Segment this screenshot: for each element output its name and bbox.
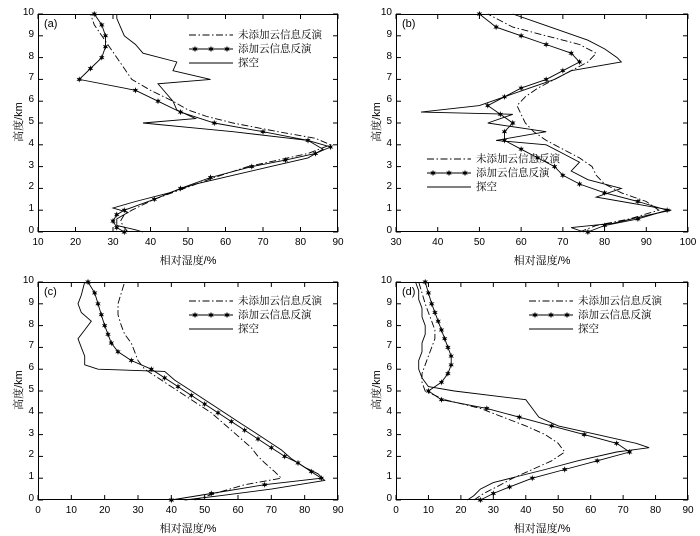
y-tick-label: 0 bbox=[28, 225, 34, 236]
legend-label: 未添加云信息反演 bbox=[578, 295, 662, 307]
x-tick-label: 20 bbox=[69, 237, 82, 248]
x-tick-label: 90 bbox=[332, 237, 344, 248]
series-marker-star bbox=[162, 375, 168, 381]
series-marker-star bbox=[426, 388, 432, 394]
legend-sample-dash-dot bbox=[188, 29, 234, 41]
y-tick-label: 5 bbox=[28, 384, 34, 395]
legend-item-2 bbox=[426, 180, 560, 194]
y-tick-label: 7 bbox=[386, 72, 392, 84]
y-tick-label: 3 bbox=[28, 427, 34, 439]
y-axis-title-1: 高度/km bbox=[371, 102, 383, 142]
x-tick-label: 40 bbox=[144, 237, 157, 248]
x-tick-label: 50 bbox=[473, 237, 485, 248]
series-marker-star bbox=[432, 309, 438, 315]
series-marker-star bbox=[255, 436, 261, 442]
legend-item-1 bbox=[188, 308, 322, 322]
legend-label: 未添加云信息反演 bbox=[476, 153, 560, 165]
legend-label: 探空 bbox=[238, 57, 259, 69]
chart-panel-a bbox=[13, 7, 344, 267]
series-marker-star bbox=[426, 290, 432, 296]
series-marker-star bbox=[269, 445, 275, 451]
series-marker-star bbox=[493, 24, 499, 30]
series-marker-star bbox=[328, 144, 334, 150]
x-tick-label: 60 bbox=[585, 505, 597, 516]
series-marker-star bbox=[103, 44, 109, 50]
y-tick-label: 4 bbox=[386, 137, 392, 149]
y-tick-label: 10 bbox=[22, 7, 34, 18]
panel-label-3: (d) bbox=[402, 286, 416, 298]
y-tick-label: 0 bbox=[386, 225, 392, 236]
legend-label: 未添加云信息反演 bbox=[238, 29, 322, 41]
x-axis-title-2: 相对湿度/% bbox=[159, 523, 217, 535]
series-marker-star bbox=[129, 357, 135, 363]
x-tick-label: 80 bbox=[649, 505, 662, 516]
x-tick-label: 10 bbox=[65, 505, 77, 516]
series-marker-star bbox=[577, 181, 583, 187]
x-tick-label: 30 bbox=[487, 505, 499, 516]
y-tick-label: 4 bbox=[28, 405, 34, 417]
x-tick-label: 70 bbox=[257, 237, 269, 248]
y-tick-label: 3 bbox=[386, 159, 392, 171]
y-tick-label: 7 bbox=[28, 72, 34, 84]
series-marker-star bbox=[543, 41, 549, 47]
y-tick-label: 2 bbox=[386, 449, 392, 461]
series-marker-star bbox=[202, 401, 208, 407]
series-marker-star bbox=[92, 290, 98, 296]
x-tick-label: 50 bbox=[552, 505, 564, 516]
y-tick-label: 4 bbox=[386, 405, 392, 417]
y-tick-label: 2 bbox=[28, 181, 34, 193]
y-tick-label: 5 bbox=[28, 116, 34, 127]
legend-sample-solid bbox=[426, 181, 472, 193]
y-tick-label: 4 bbox=[28, 137, 34, 149]
x-tick-label: 80 bbox=[299, 505, 311, 516]
x-tick-label: 70 bbox=[617, 505, 629, 516]
series-marker-star bbox=[189, 392, 195, 398]
legend-sample-dash-dot bbox=[528, 295, 574, 307]
legend-sample-line-with-star-markers bbox=[188, 309, 234, 321]
y-tick-label: 7 bbox=[386, 340, 392, 352]
series-marker-star bbox=[442, 336, 448, 342]
series-marker-star bbox=[122, 207, 128, 213]
x-tick-label: 30 bbox=[107, 237, 119, 248]
legend-1 bbox=[426, 152, 560, 194]
y-tick-label: 9 bbox=[386, 28, 392, 40]
series-marker-star bbox=[518, 33, 524, 39]
legend-sample-solid bbox=[528, 323, 574, 335]
y-tick-label: 10 bbox=[380, 275, 392, 286]
legend-label: 未添加云信息反演 bbox=[238, 295, 322, 307]
y-tick-label: 10 bbox=[380, 7, 392, 18]
series-marker-star bbox=[110, 218, 116, 224]
x-tick-label: 60 bbox=[515, 237, 527, 248]
y-tick-label: 7 bbox=[28, 340, 34, 352]
y-tick-label: 8 bbox=[28, 318, 34, 330]
legend-sample-dash-dot bbox=[188, 295, 234, 307]
series-layer-1 bbox=[396, 14, 690, 234]
series-marker-star bbox=[102, 322, 108, 328]
series-marker-star bbox=[242, 427, 248, 433]
series-marker-star bbox=[477, 11, 483, 17]
series-marker-star bbox=[439, 327, 445, 333]
y-tick-label: 3 bbox=[386, 427, 392, 439]
legend-sample-dash-dot bbox=[426, 153, 472, 165]
legend-label: 添加云信息反演 bbox=[476, 167, 550, 179]
series-marker-star bbox=[517, 414, 523, 420]
x-axis-title-1: 相对湿度/% bbox=[513, 255, 571, 267]
x-axis-title-0: 相对湿度/% bbox=[159, 255, 217, 267]
series-marker-star bbox=[507, 484, 513, 490]
legend-label: 探空 bbox=[578, 323, 599, 335]
series-marker-star bbox=[175, 383, 181, 389]
chart-panel-c bbox=[13, 275, 344, 535]
x-tick-label: 20 bbox=[99, 505, 111, 516]
x-tick-label: 60 bbox=[219, 237, 232, 248]
legend-item-0 bbox=[188, 294, 322, 308]
y-tick-label: 3 bbox=[28, 159, 34, 171]
legend-label: 探空 bbox=[476, 181, 497, 193]
chart-panel-d bbox=[371, 275, 694, 535]
x-tick-label: 50 bbox=[182, 237, 194, 248]
legend-item-1 bbox=[426, 166, 560, 180]
legend-item-0 bbox=[528, 294, 662, 308]
series-marker-star bbox=[530, 475, 536, 481]
x-tick-label: 30 bbox=[390, 237, 402, 248]
series-marker-star bbox=[448, 362, 454, 368]
y-tick-label: 6 bbox=[28, 94, 34, 106]
y-tick-label: 5 bbox=[386, 384, 392, 395]
legend-label: 探空 bbox=[238, 323, 259, 335]
y-tick-label: 9 bbox=[386, 296, 392, 308]
y-tick-label: 9 bbox=[28, 28, 34, 40]
y-axis-title-0: 高度/km bbox=[13, 102, 25, 142]
series-marker-star bbox=[155, 98, 161, 104]
panel-label-1: (b) bbox=[402, 18, 416, 30]
legend-sample-solid bbox=[188, 323, 234, 335]
x-tick-label: 90 bbox=[640, 237, 652, 248]
legend-item-0 bbox=[188, 28, 322, 42]
x-tick-label: 0 bbox=[393, 505, 399, 516]
y-tick-label: 8 bbox=[28, 50, 34, 62]
series-marker-star bbox=[229, 418, 235, 424]
series-marker-star bbox=[560, 68, 566, 74]
x-tick-label: 80 bbox=[294, 237, 307, 248]
y-axis-title-2: 高度/km bbox=[13, 370, 25, 410]
legend-0 bbox=[188, 28, 322, 70]
chart-panel-b bbox=[371, 7, 697, 267]
legend-item-2 bbox=[188, 322, 322, 336]
legend-item-0 bbox=[426, 152, 560, 166]
legend-item-1 bbox=[528, 308, 662, 322]
y-tick-label: 8 bbox=[386, 318, 392, 330]
x-tick-label: 70 bbox=[557, 237, 569, 248]
y-tick-label: 8 bbox=[386, 50, 392, 62]
legend-sample-line-with-star-markers bbox=[188, 43, 234, 55]
y-tick-label: 6 bbox=[28, 362, 34, 374]
y-tick-label: 1 bbox=[28, 203, 34, 215]
series-marker-star bbox=[491, 490, 497, 496]
series-marker-star bbox=[448, 353, 454, 359]
series-marker-star bbox=[478, 497, 484, 503]
x-tick-label: 50 bbox=[199, 505, 211, 516]
series-marker-star bbox=[422, 279, 428, 285]
series-marker-star bbox=[114, 211, 120, 217]
x-tick-label: 40 bbox=[520, 505, 532, 516]
series-marker-star bbox=[502, 94, 508, 100]
y-tick-label: 5 bbox=[386, 116, 392, 127]
legend-item-2 bbox=[188, 56, 322, 70]
series-marker-star bbox=[85, 279, 91, 285]
y-tick-label: 6 bbox=[386, 362, 392, 374]
x-axis-title-3: 相对湿度/% bbox=[513, 523, 571, 535]
legend-sample-line-with-star-markers bbox=[426, 167, 472, 179]
series-marker-star bbox=[95, 301, 101, 307]
series-marker-star bbox=[99, 312, 105, 318]
y-tick-label: 10 bbox=[22, 275, 34, 286]
legend-label: 添加云信息反演 bbox=[238, 309, 312, 321]
series-marker-star bbox=[594, 458, 600, 464]
x-tick-label: 40 bbox=[432, 237, 444, 248]
x-tick-label: 20 bbox=[455, 505, 467, 516]
y-tick-label: 1 bbox=[28, 471, 34, 483]
y-tick-label: 2 bbox=[386, 181, 392, 193]
y-tick-label: 0 bbox=[28, 493, 34, 504]
series-marker-star bbox=[435, 318, 441, 324]
x-tick-label: 60 bbox=[232, 505, 244, 516]
y-tick-label: 0 bbox=[386, 493, 392, 504]
y-tick-label: 1 bbox=[386, 471, 392, 483]
x-tick-label: 10 bbox=[422, 505, 434, 516]
legend-item-2 bbox=[528, 322, 662, 336]
legend-item-1 bbox=[188, 42, 322, 56]
legend-3 bbox=[528, 294, 662, 336]
series-marker-star bbox=[429, 301, 435, 307]
series-marker-star bbox=[215, 410, 221, 416]
y-tick-label: 1 bbox=[386, 203, 392, 215]
legend-2 bbox=[188, 294, 322, 336]
x-tick-label: 90 bbox=[682, 505, 694, 516]
x-tick-label: 0 bbox=[35, 505, 41, 516]
panel-label-2: (c) bbox=[44, 286, 57, 298]
series-marker-star bbox=[614, 440, 620, 446]
series-marker-star bbox=[114, 224, 120, 230]
series-marker-star bbox=[562, 466, 568, 472]
panel-label-0: (a) bbox=[44, 18, 58, 30]
legend-sample-solid bbox=[188, 57, 234, 69]
legend-label: 添加云信息反演 bbox=[238, 43, 312, 55]
series-marker-star bbox=[105, 331, 111, 337]
series-marker-star bbox=[295, 460, 301, 466]
x-tick-label: 40 bbox=[165, 505, 177, 516]
x-tick-label: 80 bbox=[599, 237, 611, 248]
y-tick-label: 2 bbox=[28, 449, 34, 461]
y-tick-label: 6 bbox=[386, 94, 392, 106]
series-marker-star bbox=[445, 344, 451, 350]
legend-label: 添加云信息反演 bbox=[578, 309, 652, 321]
y-axis-title-3: 高度/km bbox=[371, 370, 383, 410]
x-tick-label: 10 bbox=[32, 237, 44, 248]
x-tick-label: 30 bbox=[132, 505, 144, 516]
x-tick-label: 70 bbox=[265, 505, 277, 516]
x-tick-label: 90 bbox=[332, 505, 344, 516]
legend-sample-line-with-star-markers bbox=[528, 309, 574, 321]
x-tick-label: 100 bbox=[679, 237, 697, 248]
y-tick-label: 9 bbox=[28, 296, 34, 308]
